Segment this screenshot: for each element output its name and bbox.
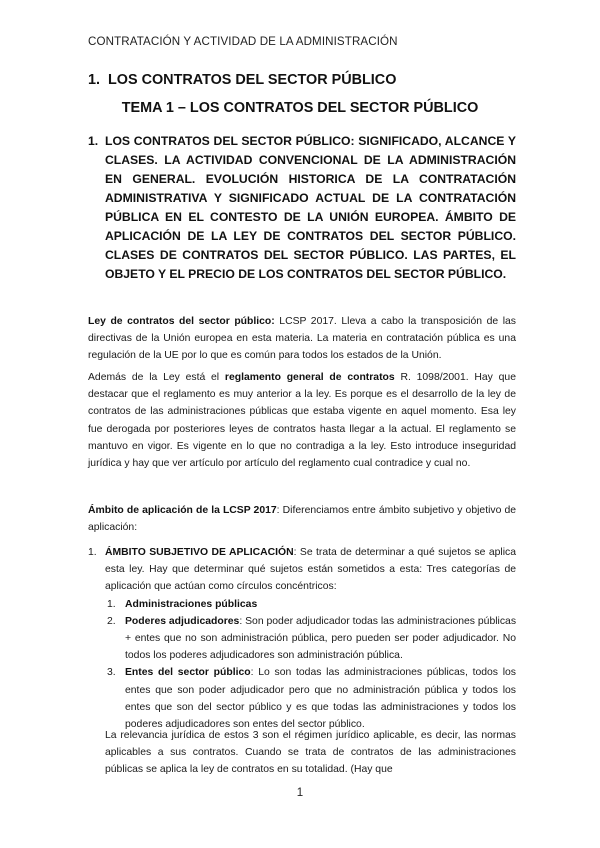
sub-list-item xyxy=(105,613,516,665)
paragraph-reglamento-bold: reglamento general de contratos xyxy=(224,372,395,383)
section-number: 1. xyxy=(88,72,101,88)
sub-list-item-body xyxy=(125,664,516,733)
numbered-list xyxy=(88,544,516,733)
sub-list-item-bold: Poderes adjudicadores xyxy=(125,615,240,627)
topic-heading xyxy=(88,132,516,284)
list-item xyxy=(88,544,516,733)
paragraph-relevancia: La relevancia jurídica de estos 3 son el régimen jurídico aplicable, es decir, las normas aplicables a sus contratos. Cuando se trata de contratos de las administraciones públicas se aplica la ley de contratos en su totalidad. (Hay que xyxy=(105,730,516,776)
paragraph-ley-text: LCSP 2017. Lleva a cabo la transposición de las directivas de la Unión europea en esta materia. La materia en contratación pública es una regulación de la UE por lo que es común para todos los estados de la Unión. xyxy=(88,316,516,362)
sub-list-item xyxy=(105,664,516,733)
list-item-body xyxy=(105,544,516,596)
list-item-bold: ÁMBITO SUBJETIVO DE APLICACIÓN xyxy=(105,547,294,558)
sub-list-item-number: 2. xyxy=(107,615,116,627)
sub-list-item-bold: Entes del sector público xyxy=(125,667,251,679)
paragraph-ley-bold: Ley de contratos del sector público: xyxy=(88,316,275,327)
sub-list-item xyxy=(105,596,516,613)
sub-list-item-body xyxy=(125,596,516,613)
list-item-number: 1. xyxy=(88,547,97,558)
section-title: LOS CONTRATOS DEL SECTOR PÚBLICO xyxy=(108,72,397,88)
sub-list-item-bold: Administraciones públicas xyxy=(125,598,258,610)
sub-list-item-body xyxy=(125,613,516,665)
page-number: 1 xyxy=(296,787,304,799)
sub-list-item-text: : Son poder adjudicador todas las administraciones públicas + entes que no son administración pública, pero pueden ser poder adjudicador. No todos los poderes adjudicadores son administración pública. xyxy=(125,615,517,662)
sub-list-item-text: : Lo son todas las administraciones públicas, todos los entes que son poder adjudicador pero que no administración pública y todos los entes que son del sector público y es que todas las administraciones y todos los poderes adjudicadores son entes del sector público. xyxy=(125,667,516,731)
paragraph-ambito-bold: Ámbito de aplicación de la LCSP 2017 xyxy=(88,505,277,516)
paragraph-reglamento-before: Además de la Ley está el xyxy=(88,372,225,383)
running-header: CONTRATACIÓN Y ACTIVIDAD DE LA ADMINISTRACIÓN xyxy=(88,35,398,48)
sub-list-item-number: 3. xyxy=(107,667,116,679)
tema-title: TEMA 1 – LOS CONTRATOS DEL SECTOR PÚBLICO xyxy=(121,100,479,116)
paragraph-ley xyxy=(88,313,516,365)
paragraph-reglamento-after: R. 1098/2001. Hay que destacar que el reglamento es muy anterior a la ley. Es porque es el desarrollo de la ley de contratos de las administraciones públicas que estaba vigente en aquel momento. Esa ley fue derogada por posteriores leyes de contratos hasta llegar a la actual. El reglamento se mantuvo en vigor. Es vigente en lo que no contradiga a la ley. Esto introduce inseguridad jurídica y hay que ver artículo por artículo del reglamento cual contradice y cual no. xyxy=(88,372,516,470)
topic-number: 1. xyxy=(88,134,99,148)
list-item-text: : Se trata de determinar a qué sujetos se aplica esta ley. Hay que determinar qué sujetos están sometidos a esta: Tres categorías de aplicación que actúan como círculos concéntricos: xyxy=(105,547,516,593)
section-heading xyxy=(88,72,396,88)
sub-list-item-number: 1. xyxy=(107,598,116,610)
paragraph-reglamento xyxy=(88,369,516,472)
paragraph-ambito-text: : Diferenciamos entre ámbito subjetivo y objetivo de aplicación: xyxy=(88,505,517,534)
topic-text: LOS CONTRATOS DEL SECTOR PÚBLICO: SIGNIFICADO, ALCANCE Y CLASES. LA ACTIVIDAD CONVENCIONAL DE LA ADMINISTRACIÓN EN GENERAL. EVOLUCIÓN HISTORICA DE LA CONTRATACIÓN ADMINISTRATIVA Y SIGNIFICADO ACTUAL DE LA CONTRATACIÓN PÚBLICA EN EL CONTESTO DE LA UNIÓN EUROPEA. ÁMBITO DE APLICACIÓN DE LA LEY DE CONTRATOS DEL SECTOR PÚBLICO. CLASES DE CONTRATOS DEL SECTOR PÚBLICO. LAS PARTES, EL OBJETO Y EL PRECIO DE LOS CONTRATOS DEL SECTOR PÚBLICO. xyxy=(105,134,516,281)
paragraph-ambito xyxy=(88,502,516,536)
sub-list xyxy=(105,596,516,734)
